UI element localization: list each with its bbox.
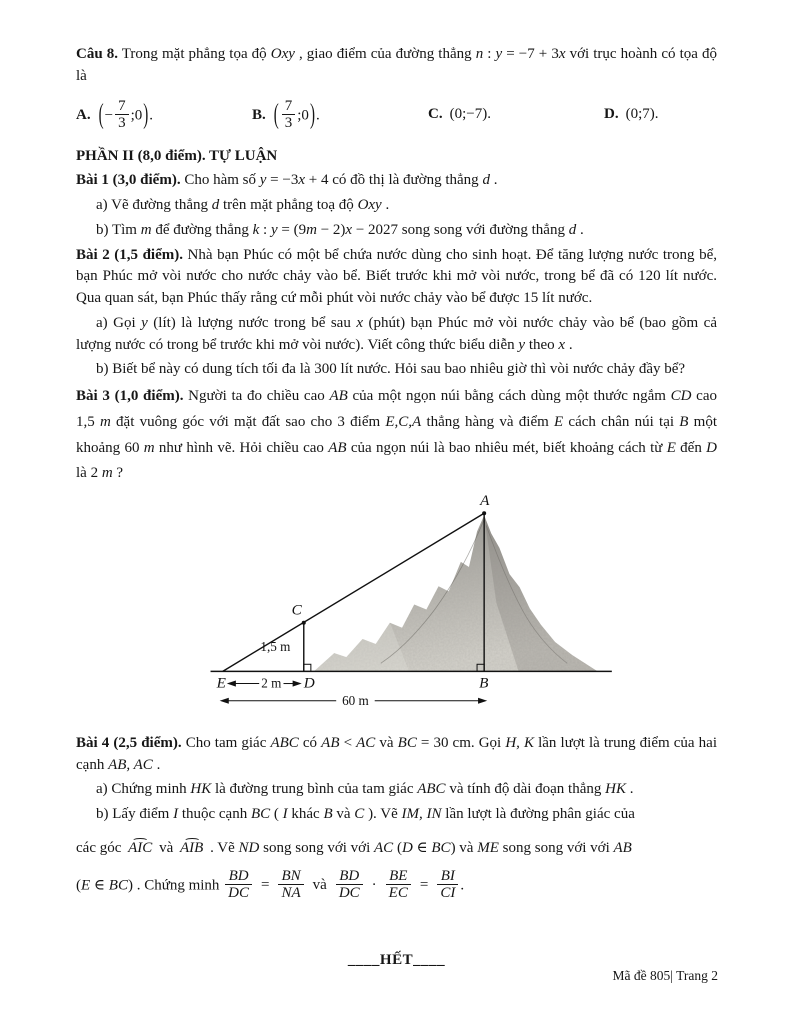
option-c (428, 104, 604, 126)
equals-sign: = (261, 876, 270, 893)
figure-label-E: E (216, 674, 226, 692)
bai1-statement: Bài 1 (3,0 điểm). Cho hàm số y = −3x + 4 có đồ thị là đường thẳng d . (76, 172, 498, 189)
bai1-part-b: b) Tìm m để đường thẳng k : y = (9m − 2)x − 2027 song song với đường thẳng d . (96, 221, 584, 238)
option-a-sign: − (104, 106, 114, 123)
fraction-BI-CI (435, 868, 460, 902)
point-A-dot (482, 511, 486, 515)
q8-options (76, 92, 717, 138)
question-8: Câu 8. Trong mặt phẳng tọa độ Oxy , giao điểm của đường thẳng n : y = −7 + 3x với trục hoành có tọa độ là (76, 46, 717, 84)
page-footer: Mã đề 805| Trang 2 (612, 968, 718, 984)
option-a (76, 98, 252, 132)
fraction-7-3 (113, 98, 131, 132)
figure-label-A: A (479, 492, 489, 510)
open-paren: ( (273, 100, 279, 131)
fraction-numerator: BD (225, 868, 252, 886)
figure-label-D: D (303, 674, 315, 692)
period: . (460, 876, 465, 893)
fraction-numerator: BE (386, 868, 411, 886)
option-b-dot: . (315, 106, 320, 123)
fraction-denominator: 3 (284, 115, 293, 131)
fraction-numerator: BI (437, 868, 458, 886)
bai1-part-a: a) Vẽ đường thẳng d trên mặt phẳng toạ độ Oxy . (96, 197, 390, 213)
multiply-dot: · (371, 876, 377, 893)
close-paren: ) (309, 100, 315, 131)
option-d-label: D. (604, 105, 619, 122)
option-c-label: C. (428, 105, 443, 122)
bai3-statement: Bài 3 (1,0 điểm). Người ta đo chiều cao AB của một ngọn núi bằng cách dùng một thước ngắm CD cao 1,5 m đặt vuông góc với mặt đất sao cho 3 điểm E,C,A thẳng hàng và điểm E cách chân núi tại B một khoảng 60 m như hình vẽ. Hỏi chiều cao AB của ngọn núi là bao nhiêu mét, biết khoảng cách từ E đến D là 2 m ? (76, 388, 718, 482)
equals-sign-2: = (419, 876, 429, 893)
bai4-statement: Bài 4 (2,5 điểm). Cho tam giác ABC có AB < AC và BC = 30 cm. Gọi H, K lần lượt là trung điểm của hai cạnh AB, AC . (76, 734, 717, 773)
bai4-b2-text2: và (155, 839, 177, 856)
option-a-dot: . (149, 106, 153, 123)
bai4-b2-text3: . Vẽ ND song song với với AC (D ∈ BC) và ME song song với với AB (206, 839, 632, 856)
option-a-rest: ;0 (130, 106, 143, 123)
figure-label-2m: 2 m (260, 675, 281, 691)
bai2-part-b: b) Biết bể này có dung tích tối đa là 300 lít nước. Hỏi sau bao nhiêu giờ thì vòi nước chảy đầy bể? (96, 361, 686, 378)
bai4-part-b-line1: b) Lấy điểm I thuộc cạnh BC ( I khác B và C ). Vẽ IM, IN lần lượt là đường phân giác của (96, 806, 635, 823)
fraction-denominator: 3 (118, 115, 126, 131)
end-marker: ____HẾT____ (347, 951, 446, 968)
fraction-denominator: CI (440, 885, 456, 902)
angle-arc-AIC (125, 838, 155, 860)
fraction-BD-DC-2 (334, 868, 365, 902)
close-paren: ) (143, 100, 149, 131)
bai4-b3-text: (E ∈ BC) . Chứng minh (76, 876, 224, 893)
bai4-part-a: a) Chứng minh HK là đường trung bình của tam giác ABC và tính độ dài đoạn thẳng HK . (96, 781, 634, 798)
bai2-part-a: a) Gọi y (lít) là lượng nước trong bể sau x (phút) bạn Phúc mở vòi nước chảy vào bể (bao gồm cả lượng nước có trong bể trước khi mở vòi nước). Viết công thức biểu diễn y theo x . (76, 314, 717, 353)
fraction-numerator: BD (336, 868, 363, 886)
fraction-denominator: DC (228, 885, 250, 902)
open-paren: ( (98, 100, 104, 131)
bai4-part-b-line3 (76, 868, 717, 902)
point-C-dot (301, 621, 305, 625)
fraction-denominator: DC (338, 885, 360, 902)
figure-label-height: 1,5 m (259, 639, 290, 655)
fraction-numerator: 7 (115, 98, 129, 116)
figure-label-C: C (291, 601, 302, 619)
option-b-label: B. (252, 106, 266, 123)
mountain-figure (174, 491, 620, 719)
option-d-text: (0;7). (625, 105, 659, 122)
fraction-numerator: 7 (282, 98, 296, 116)
fraction-7-3 (280, 98, 298, 132)
option-b (252, 98, 428, 132)
fraction-numerator: BN (278, 868, 303, 886)
fraction-BE-EC (384, 868, 413, 902)
fraction-BD-DC (223, 868, 254, 902)
and-word: và (312, 876, 327, 893)
bai2-statement: Bài 2 (1,5 điểm). Nhà bạn Phúc có một bể chứa nước dùng cho sinh hoạt. Để tăng lượng nước trong bể, bạn Phúc mở vòi nước cho nước chảy vào bể. Biết trước khi mở vòi nước, trong bể đã có 120 lít nước. Qua quan sát, bạn Phúc thấy rằng cứ mỗi phút vòi nước chảy vào bể được 15 lít nước. (76, 246, 718, 306)
angle-AIC: AIC (128, 839, 153, 856)
figure-label-B: B (478, 674, 488, 692)
mountain-shape (313, 516, 597, 672)
option-b-rest: ;0 (297, 106, 309, 123)
option-d (604, 104, 717, 126)
right-angle-mark-D (303, 664, 310, 671)
option-a-label: A. (76, 106, 91, 123)
figure-label-60m: 60 m (341, 693, 369, 709)
fraction-denominator: NA (281, 885, 301, 902)
option-c-text: (0;−7). (449, 105, 491, 122)
angle-arc-AIB (177, 838, 206, 860)
bai4-b2-text1: các góc (76, 839, 126, 856)
figure-container (76, 491, 717, 727)
angle-AIB: AIB (179, 839, 204, 856)
part2-heading: PHẦN II (8,0 điểm). TỰ LUẬN (76, 147, 278, 164)
bai4-part-b-line2 (76, 838, 717, 860)
fraction-BN-NA (276, 868, 305, 902)
fraction-denominator: EC (388, 885, 408, 902)
